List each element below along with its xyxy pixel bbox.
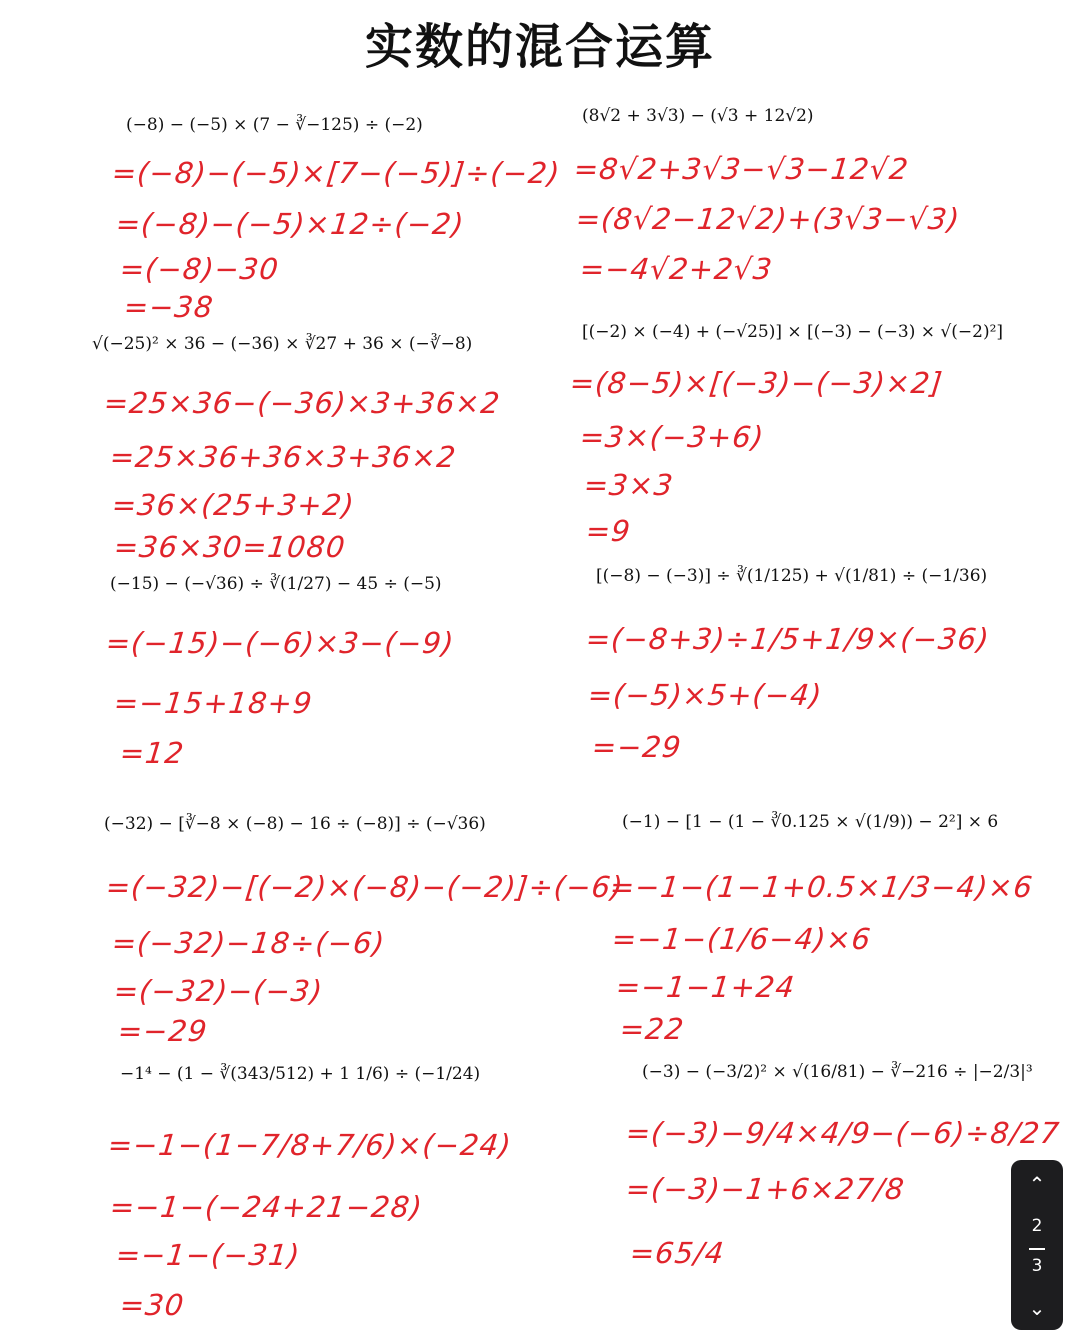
problem-6-step-2: =(−5)×5+(−4) <box>586 678 824 712</box>
problem-7-step-2: =(−32)−18÷(−6) <box>110 926 387 960</box>
problem-9-expression: −1⁴ − (1 − ∛(343/512) + 1 1/6) ÷ (−1/24) <box>120 1064 481 1084</box>
problem-8-step-1: =−1−(1−1+0.5×1/3−4)×6 <box>608 870 1035 904</box>
problem-2-expression: (8√2 + 3√3) − (√3 + 12√2) <box>582 106 814 126</box>
problem-10-step-3: =65/4 <box>628 1236 727 1270</box>
problem-2-step-1: =8√2+3√3−√3−12√2 <box>572 152 911 186</box>
problem-2-step-3: =−4√2+2√3 <box>578 252 775 286</box>
problem-8-expression: (−1) − [1 − (1 − ∛0.125 × √(1/9)) − 2²] × 6 <box>622 812 999 832</box>
chevron-down-icon[interactable]: ⌄ <box>1028 1296 1046 1320</box>
problem-4-step-2: =3×(−3+6) <box>578 420 766 454</box>
problem-10-step-1: =(−3)−9/4×4/9−(−6)÷8/27 <box>624 1116 1062 1150</box>
problem-7-expression: (−32) − [∛−8 × (−8) − 16 ÷ (−8)] ÷ (−√36) <box>104 814 486 834</box>
problem-1-step-2: =(−8)−(−5)×12÷(−2) <box>114 207 467 241</box>
problem-7-step-3: =(−32)−(−3) <box>112 974 325 1008</box>
problem-10-expression: (−3) − (−3/2)² × √(16/81) − ∛−216 ÷ |−2/3|³ <box>642 1062 1033 1082</box>
problem-2-step-2: =(8√2−12√2)+(3√3−√3) <box>574 202 962 236</box>
problem-7-step-1: =(−32)−[(−2)×(−8)−(−2)]÷(−6) <box>104 870 626 904</box>
problem-9-step-3: =−1−(−31) <box>114 1238 302 1272</box>
problem-1-step-1: =(−8)−(−5)×[7−(−5)]÷(−2) <box>110 156 562 190</box>
problem-3-step-2: =25×36+36×3+36×2 <box>108 440 459 474</box>
problem-3-expression: √(−25)² × 36 − (−36) × ∛27 + 36 × (−∛−8) <box>92 334 473 354</box>
problem-8-step-4: =22 <box>618 1012 686 1046</box>
problem-3-step-3: =36×(25+3+2) <box>110 488 357 522</box>
problem-5-step-3: =12 <box>118 736 186 770</box>
problem-5-step-1: =(−15)−(−6)×3−(−9) <box>104 626 457 660</box>
problem-8-step-3: =−1−1+24 <box>614 970 797 1004</box>
current-page: 2 <box>1031 1216 1043 1236</box>
problem-10-step-2: =(−3)−1+6×27/8 <box>624 1172 907 1206</box>
problem-3-step-4: =36×30=1080 <box>112 530 348 564</box>
problem-5-expression: (−15) − (−√36) ÷ ∛(1/27) − 45 ÷ (−5) <box>110 574 442 594</box>
problem-9-step-4: =30 <box>118 1288 186 1322</box>
problem-4-step-3: =3×3 <box>582 468 676 502</box>
page-separator <box>1029 1248 1045 1250</box>
problem-6-step-1: =(−8+3)÷1/5+1/9×(−36) <box>584 622 992 656</box>
problem-9-step-1: =−1−(1−7/8+7/6)×(−24) <box>106 1128 514 1162</box>
problem-5-step-2: =−15+18+9 <box>112 686 315 720</box>
problem-4-step-4: =9 <box>584 514 633 548</box>
problem-8-step-2: =−1−(1/6−4)×6 <box>610 922 873 956</box>
problem-6-expression: [(−8) − (−3)] ÷ ∛(1/125) + √(1/81) ÷ (−1/36) <box>596 566 988 586</box>
problem-7-step-4: =−29 <box>116 1014 210 1048</box>
problem-6-step-3: =−29 <box>590 730 684 764</box>
problem-1-expression: (−8) − (−5) × (7 − ∛−125) ÷ (−2) <box>126 115 423 135</box>
problem-9-step-2: =−1−(−24+21−28) <box>108 1190 425 1224</box>
total-pages: 3 <box>1031 1256 1043 1276</box>
chevron-up-icon[interactable]: ⌃ <box>1028 1172 1046 1196</box>
page-navigator <box>1011 1160 1063 1330</box>
problem-4-step-1: =(8−5)×[(−3)−(−3)×2] <box>568 366 945 400</box>
page-title: 实数的混合运算 <box>364 19 715 75</box>
problem-1-step-4: =−38 <box>122 290 216 324</box>
problem-1-step-3: =(−8)−30 <box>118 252 281 286</box>
problem-3-step-1: =25×36−(−36)×3+36×2 <box>102 386 503 420</box>
problem-4-expression: [(−2) × (−4) + (−√25)] × [(−3) − (−3) × √(−2)²] <box>582 322 1004 342</box>
